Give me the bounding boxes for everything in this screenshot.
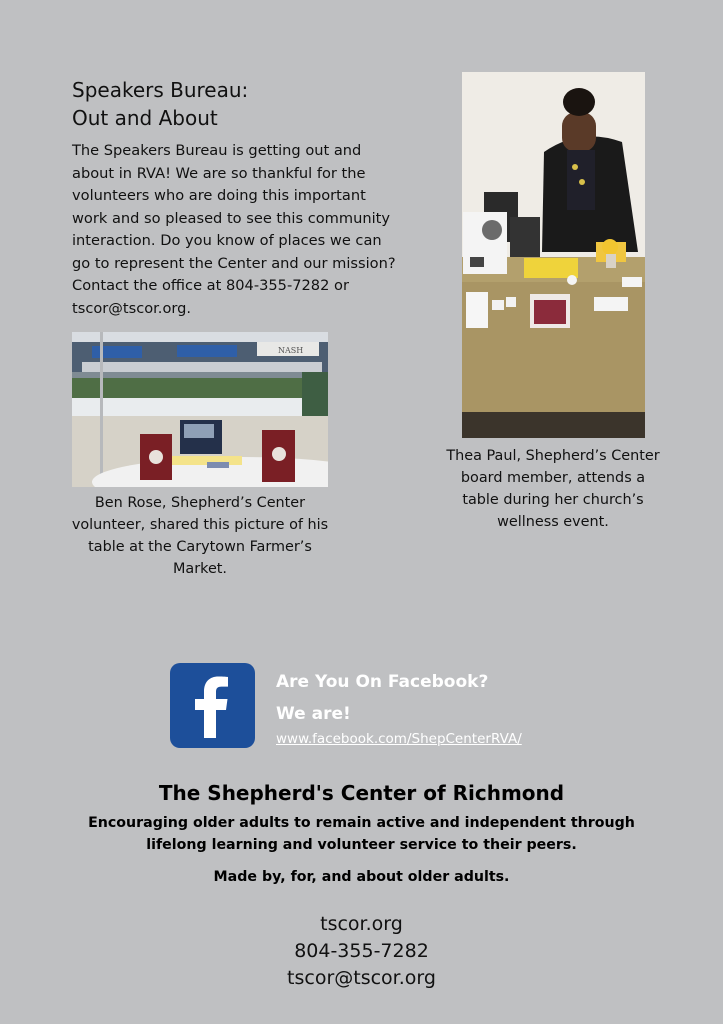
carytown-market-photo xyxy=(72,332,328,487)
organization-tagline: Encouraging older adults to remain active and independent through lifelong learning and volunteer service to their peers. xyxy=(88,815,635,853)
contact-email[interactable]: tscor@tscor.org xyxy=(287,967,436,989)
contact-phone[interactable]: 804-355-7282 xyxy=(294,940,429,962)
article-title xyxy=(72,76,248,132)
contact-website[interactable]: tscor.org xyxy=(320,913,403,935)
article-title-line2: Out and About xyxy=(72,106,218,130)
facebook-icon[interactable] xyxy=(170,663,255,748)
facebook-answer: We are! xyxy=(276,704,351,724)
facebook-link[interactable]: www.facebook.com/ShepCenterRVA/ xyxy=(276,731,522,747)
organization-motto: Made by, for, and about older adults. xyxy=(213,869,510,885)
wellness-photo-caption: Thea Paul, Shepherd’s Center board member, attends a table during her church’s wellness event. xyxy=(446,448,660,530)
organization-name: The Shepherd's Center of Richmond xyxy=(158,781,565,805)
wellness-event-photo xyxy=(462,72,645,438)
facebook-question: Are You On Facebook? xyxy=(276,672,489,692)
carytown-photo-caption: Ben Rose, Shepherd’s Center volunteer, shared this picture of his table at the Carytown Farmer’s Market. xyxy=(71,495,329,577)
article-title-line1: Speakers Bureau: xyxy=(72,78,249,102)
article-body: The Speakers Bureau is getting out and about in RVA! We are so thankful for the volunteers who are doing this important work and so pleased to see this community interaction. Do you know of places we can go to represent the Center and our mission? Contact the office at 804-355-7282 or tscor@tscor.org. xyxy=(72,142,396,317)
stadium-sign-text: NASH xyxy=(278,346,304,355)
